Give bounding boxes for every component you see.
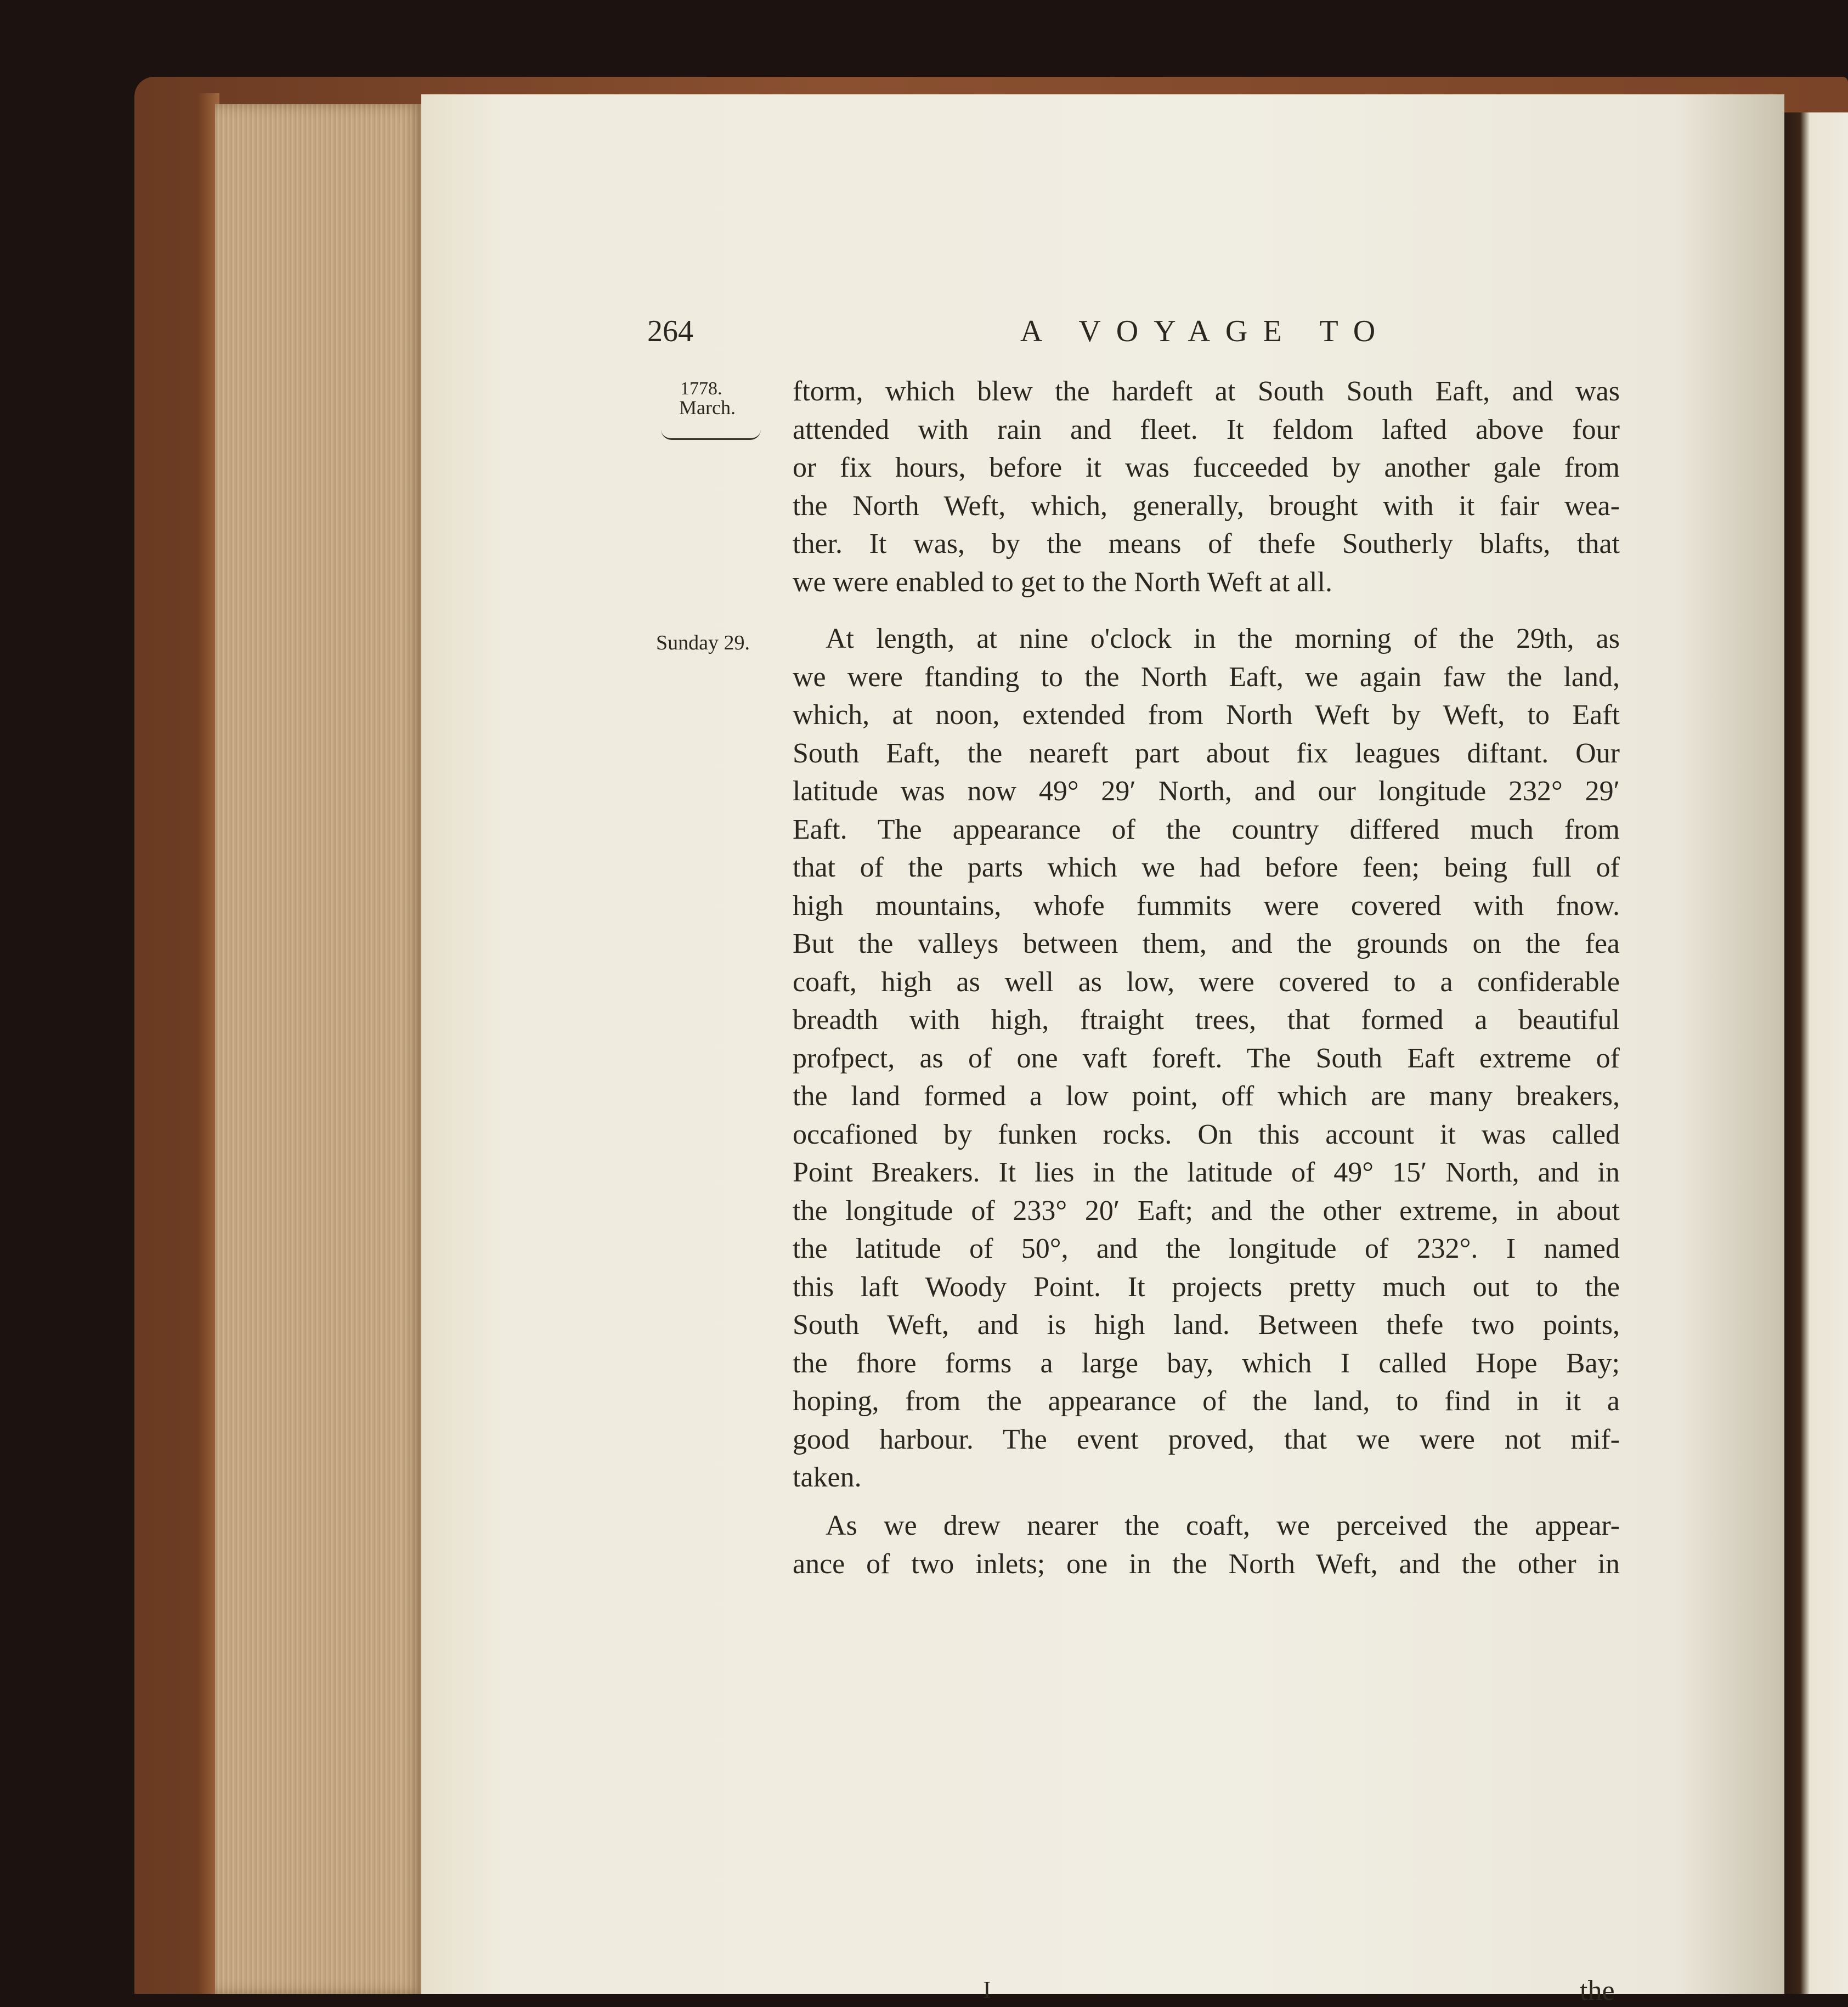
- text-line: ance of two inlets; one in the North Weft, and the other in: [793, 1548, 1620, 1580]
- text-line: At length, at nine o'clock in the morning of the 29th, as: [826, 623, 1620, 654]
- text-line: Point Breakers. It lies in the latitude of 49° 15′ North, and in: [793, 1157, 1620, 1188]
- text-line: high mountains, whofe fummits were covered with fnow.: [793, 890, 1620, 921]
- text-line: As we drew nearer the coaft, we perceived the appear-: [826, 1510, 1620, 1541]
- text-line: ther. It was, by the means of thefe Southerly blafts, that: [793, 528, 1620, 559]
- text-line: that of the parts which we had before feen; being full of: [793, 852, 1620, 883]
- running-head: A VOYAGE TO: [1020, 314, 1391, 348]
- text-line: coaft, high as well as low, were covered to a confiderable: [793, 966, 1620, 998]
- catchword: the: [1580, 1975, 1615, 2006]
- text-line: the longitude of 233° 20′ Eaft; and the other extreme, in about: [793, 1195, 1620, 1226]
- text-line: this laft Woody Point. It projects pretty much out to the: [793, 1271, 1620, 1303]
- text-line: Eaft. The appearance of the country differed much from: [793, 814, 1620, 845]
- facing-page-edge: [1784, 112, 1848, 1994]
- text-line: taken.: [793, 1462, 862, 1493]
- page-number: 264: [647, 314, 693, 348]
- text-line: South Eaft, the neareft part about fix leagues diftant. Our: [793, 738, 1620, 769]
- text-line: ftorm, which blew the hardeft at South South Eaft, and was: [793, 376, 1620, 407]
- margin-month: March.: [679, 397, 736, 419]
- text-line: breadth with high, ftraight trees, that formed a beautiful: [793, 1004, 1620, 1036]
- page-edges: [215, 104, 422, 1994]
- text-line: But the valleys between them, and the grounds on the fea: [793, 928, 1620, 959]
- text-line: good harbour. The event proved, that we were not mif-: [793, 1424, 1620, 1455]
- text-line: occafioned by funken rocks. On this account it was called: [793, 1119, 1620, 1150]
- margin-year: 1778.: [680, 378, 722, 399]
- margin-brace: [661, 429, 761, 440]
- text-line: latitude was now 49° 29′ North, and our longitude 232° 29′: [793, 776, 1620, 807]
- text-line: we were ftanding to the North Eaft, we again faw the land,: [793, 662, 1620, 693]
- text-line: we were enabled to get to the North Weft at all.: [793, 567, 1332, 598]
- text-line: attended with rain and fleet. It feldom lafted above four: [793, 414, 1620, 445]
- text-line: South Weft, and is high land. Between thefe two points,: [793, 1309, 1620, 1341]
- text-line: hoping, from the appearance of the land, to find in it a: [793, 1386, 1620, 1417]
- text-line: the North Weft, which, generally, brought with it fair wea-: [793, 490, 1620, 522]
- text-line: the latitude of 50°, and the longitude of 232°. I named: [793, 1233, 1620, 1264]
- text-line: the land formed a low point, off which are many breakers,: [793, 1081, 1620, 1112]
- text-line: profpect, as of one vaft foreft. The South Eaft extreme of: [793, 1043, 1620, 1074]
- margin-date: Sunday 29.: [656, 631, 750, 654]
- text-line: which, at noon, extended from North Weft by Weft, to Eaft: [793, 699, 1620, 731]
- signature-mark: I: [983, 1976, 991, 2003]
- text-line: or fix hours, before it was fucceeded by another gale from: [793, 452, 1620, 483]
- text-line: the fhore forms a large bay, which I called Hope Bay;: [793, 1348, 1620, 1379]
